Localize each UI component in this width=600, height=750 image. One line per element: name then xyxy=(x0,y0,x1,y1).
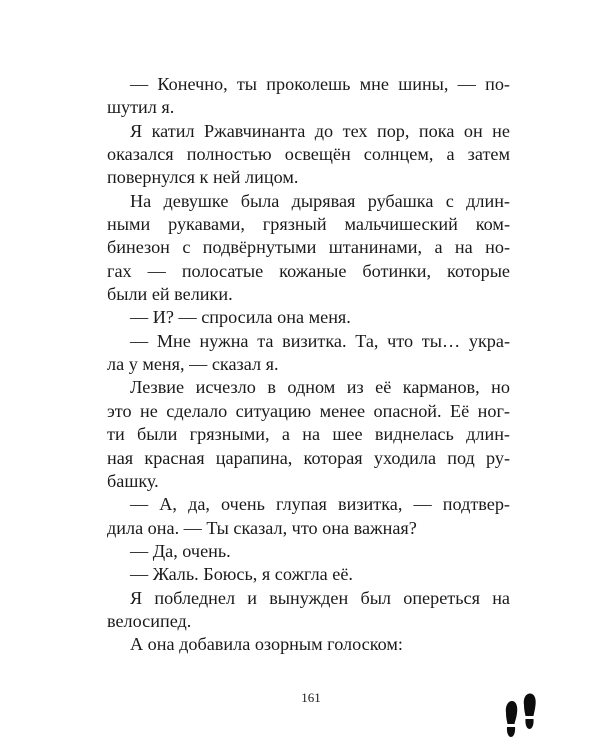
text-line: велосипед. xyxy=(107,610,192,631)
text-line: это не сделало ситуацию менее опасной. Её ног- xyxy=(107,400,510,421)
text-line: — Мне нужна та визитка. Та, что ты… укра- xyxy=(130,330,510,351)
page-number: 161 xyxy=(301,690,321,705)
text-line: оказался полностью освещён солнцем, а затем xyxy=(107,144,510,165)
text-line: — Конечно, ты проколешь мне шины, — по- xyxy=(130,74,510,94)
text-line: На девушке была дырявая рубашка с длин- xyxy=(130,190,510,211)
footprints-icon xyxy=(502,693,540,739)
text-line: башку. xyxy=(107,470,159,491)
body-text xyxy=(107,73,510,657)
text-line: — Жаль. Боюсь, я сожгла её. xyxy=(130,564,353,585)
text-line: ными рукавами, грязный мальчишеский ком- xyxy=(107,214,510,235)
text-line: ла у меня, — сказал я. xyxy=(107,354,279,375)
text-line: — И? — спросила она меня. xyxy=(130,307,351,328)
text-line: гах — полосатые кожаные ботинки, которые xyxy=(107,260,510,281)
text-line: ти были грязными, а на шее виднелась длин- xyxy=(107,424,510,445)
text-line: Я побледнел и вынужден был опереться на xyxy=(130,587,510,608)
text-line: были ей велики. xyxy=(107,284,233,305)
text-line: А она добавила озорным голоском: xyxy=(130,634,403,655)
text-line: — Да, очень. xyxy=(130,540,231,561)
text-line: ная красная царапина, которая уходила под ру- xyxy=(107,447,510,468)
text-line: дила она. — Ты сказал, что она важная? xyxy=(107,517,417,538)
text-line: Я катил Ржавчинанта до тех пор, пока он не xyxy=(130,120,510,141)
text-line: бинезон с подвёрнутыми штанинами, а на но- xyxy=(107,237,510,258)
text-line: повернулся к ней лицом. xyxy=(107,167,299,188)
text-line: Лезвие исчезло в одном из её карманов, но xyxy=(130,377,510,398)
text-line: — А, да, очень глупая визитка, — подтвер- xyxy=(130,494,510,515)
text-line: шутил я. xyxy=(107,97,175,118)
